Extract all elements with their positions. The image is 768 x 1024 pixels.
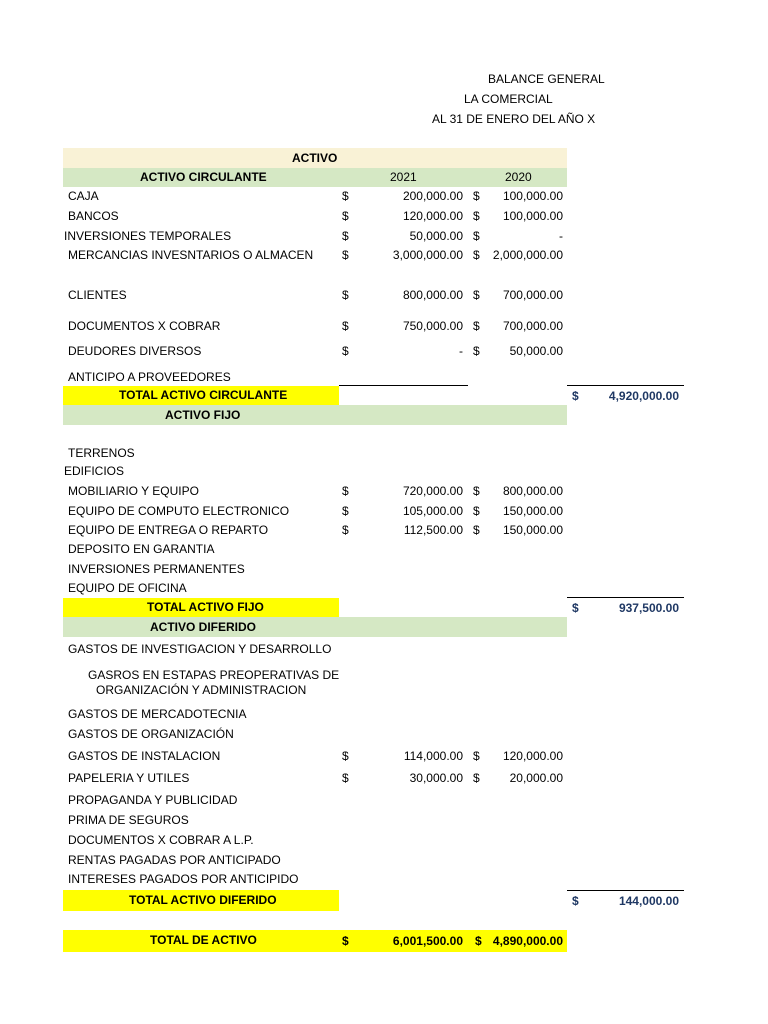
row-label: DOCUMENTOS X COBRAR A L.P.	[68, 833, 254, 847]
value-2021: -	[459, 344, 463, 358]
symbol-2021: $	[342, 248, 349, 262]
fijo-total-label: TOTAL ACTIVO FIJO	[147, 600, 264, 614]
row-label: GASROS EN ESTAPAS PREOPERATIVAS DE	[88, 668, 340, 682]
symbol-2020: $	[473, 344, 480, 358]
grand-total-symbol-2020: $	[475, 934, 482, 948]
circulante-row	[0, 189, 768, 205]
row-label: CAJA	[68, 189, 99, 203]
fijo-row	[0, 446, 768, 462]
value-2020: 50,000.00	[509, 344, 563, 358]
fijo-total-band	[63, 598, 339, 617]
symbol-2020: $	[473, 189, 480, 203]
symbol-2021: $	[342, 749, 349, 763]
symbol-2020: $	[473, 523, 480, 537]
circulante-row	[0, 248, 768, 264]
value-2021: 3,000,000.00	[392, 248, 463, 262]
row-label: EQUIPO DE ENTREGA O REPARTO	[68, 523, 269, 537]
column-2020: 2020	[505, 170, 532, 184]
circulante-header-band	[63, 168, 567, 187]
diferido-row	[0, 833, 768, 849]
symbol-2021: $	[342, 189, 349, 203]
symbol-2020: $	[473, 319, 480, 333]
symbol-2021: $	[342, 344, 349, 358]
circulante-row	[0, 319, 768, 335]
diferido-row	[0, 642, 768, 658]
value-2020: 700,000.00	[502, 319, 563, 333]
diferido-row	[0, 749, 768, 765]
value-2020: 150,000.00	[502, 523, 563, 537]
diferido-total-symbol: $	[572, 894, 579, 908]
value-2021: 120,000.00	[402, 209, 463, 223]
row-label: GASTOS DE ORGANIZACIÓN	[68, 727, 234, 741]
diferido-total-band	[63, 890, 339, 911]
row-label: GASTOS DE INVESTIGACION Y DESARROLLO	[68, 642, 332, 656]
diferido-row	[0, 813, 768, 829]
value-2021: 720,000.00	[402, 484, 463, 498]
row-label: MERCANCIAS INVESNTARIOS O ALMACEN	[68, 248, 314, 262]
row-label: GASTOS DE MERCADOTECNIA	[68, 707, 247, 721]
symbol-2020: $	[473, 484, 480, 498]
value-2020: -	[559, 229, 563, 243]
diferido-row	[0, 853, 768, 869]
symbol-2021: $	[342, 504, 349, 518]
row-label: CLIENTES	[68, 288, 127, 302]
value-2020: 100,000.00	[502, 209, 563, 223]
circulante-total-rule	[567, 385, 684, 386]
row-label: TERRENOS	[68, 446, 135, 460]
row-label: BANCOS	[68, 209, 119, 223]
diferido-row	[0, 793, 768, 809]
circulante-row	[0, 370, 768, 386]
symbol-2020: $	[473, 248, 480, 262]
fijo-row	[0, 523, 768, 539]
symbol-2020: $	[473, 504, 480, 518]
fijo-header-band	[63, 405, 567, 425]
symbol-2020: $	[473, 288, 480, 302]
grand-total-symbol-2021: $	[342, 934, 349, 948]
row-label: INVERSIONES PERMANENTES	[68, 562, 245, 576]
row-label: GASTOS DE INSTALACION	[68, 749, 221, 763]
value-2021: 30,000.00	[409, 771, 463, 785]
circulante-row	[0, 344, 768, 360]
row-label: ORGANIZACIÓN Y ADMINISTRACION	[96, 683, 307, 697]
value-2020: 100,000.00	[502, 189, 563, 203]
row-label: ANTICIPO A PROVEEDORES	[68, 370, 231, 384]
fijo-row	[0, 562, 768, 578]
diferido-row	[0, 683, 768, 699]
value-2020: 800,000.00	[502, 484, 563, 498]
value-2020: 150,000.00	[502, 504, 563, 518]
diferido-row	[0, 872, 768, 888]
fijo-row	[0, 504, 768, 520]
fijo-total-rule	[567, 597, 684, 598]
activo-band	[63, 148, 567, 168]
diferido-row	[0, 771, 768, 787]
value-2020: 20,000.00	[509, 771, 563, 785]
circulante-row	[0, 209, 768, 225]
symbol-2021: $	[342, 288, 349, 302]
circulante-heading: ACTIVO CIRCULANTE	[140, 170, 267, 184]
symbol-2021: $	[342, 229, 349, 243]
symbol-2020: $	[473, 229, 480, 243]
grand-total-label: TOTAL DE ACTIVO	[150, 933, 257, 947]
diferido-row	[0, 707, 768, 723]
report-date: AL 31 DE ENERO DEL AÑO X	[432, 112, 596, 126]
diferido-total-label: TOTAL ACTIVO DIFERIDO	[129, 893, 277, 907]
symbol-2020: $	[473, 749, 480, 763]
symbol-2021: $	[342, 484, 349, 498]
value-2020: 2,000,000.00	[492, 248, 563, 262]
row-label: DEUDORES DIVERSOS	[68, 344, 202, 358]
value-2021: 105,000.00	[402, 504, 463, 518]
fijo-total-value: 937,500.00	[618, 601, 679, 615]
row-label: EQUIPO DE COMPUTO ELECTRONICO	[68, 504, 290, 518]
symbol-2021: $	[342, 319, 349, 333]
diferido-row	[0, 668, 768, 684]
fijo-row	[0, 542, 768, 558]
fijo-row	[0, 581, 768, 597]
fijo-total-symbol: $	[572, 601, 579, 615]
diferido-header-band	[63, 617, 567, 637]
fijo-heading: ACTIVO FIJO	[165, 408, 241, 422]
value-2021: 200,000.00	[402, 189, 463, 203]
row-label: PROPAGANDA Y PUBLICIDAD	[68, 793, 238, 807]
value-2021: 114,000.00	[403, 749, 463, 763]
symbol-2020: $	[473, 209, 480, 223]
circulante-row	[0, 229, 768, 245]
fijo-row	[0, 464, 768, 480]
company-name: LA COMERCIAL	[464, 92, 553, 106]
symbol-2021: $	[342, 209, 349, 223]
grand-total-value-2020: 4,890,000.00	[492, 934, 563, 948]
column-2021: 2021	[390, 170, 417, 184]
value-2021: 50,000.00	[409, 229, 463, 243]
diferido-total-value: 144,000.00	[618, 894, 679, 908]
row-label: DEPOSITO EN GARANTIA	[68, 542, 215, 556]
circulante-subtotal-rule	[339, 385, 468, 386]
value-2021: 800,000.00	[402, 288, 463, 302]
value-2021: 112,500.00	[403, 523, 463, 537]
row-label: PAPELERIA Y UTILES	[68, 771, 190, 785]
value-2021: 750,000.00	[402, 319, 463, 333]
report-title: BALANCE GENERAL	[488, 72, 605, 86]
row-label: MOBILIARIO Y EQUIPO	[68, 484, 199, 498]
diferido-total-rule	[567, 890, 684, 891]
row-label: PRIMA DE SEGUROS	[68, 813, 189, 827]
symbol-2021: $	[342, 771, 349, 785]
circulante-total-value: 4,920,000.00	[608, 389, 679, 403]
row-label: EQUIPO DE OFICINA	[68, 581, 187, 595]
grand-total-band	[63, 930, 567, 952]
activo-heading: ACTIVO	[292, 151, 338, 165]
diferido-row	[0, 727, 768, 743]
row-label: INVERSIONES TEMPORALES	[64, 229, 232, 243]
symbol-2021: $	[342, 523, 349, 537]
circulante-total-symbol: $	[572, 389, 579, 403]
row-label: EDIFICIOS	[64, 464, 125, 478]
row-label: RENTAS PAGADAS POR ANTICIPADO	[68, 853, 281, 867]
value-2020: 700,000.00	[502, 288, 563, 302]
circulante-row	[0, 288, 768, 304]
symbol-2020: $	[473, 771, 480, 785]
row-label: INTERESES PAGADOS POR ANTICIPIDO	[68, 872, 299, 886]
value-2020: 120,000.00	[502, 749, 563, 763]
row-label: DOCUMENTOS X COBRAR	[68, 319, 221, 333]
circulante-total-band	[63, 386, 339, 405]
grand-total-value-2021: 6,001,500.00	[392, 934, 463, 948]
diferido-heading: ACTIVO DIFERIDO	[150, 620, 257, 634]
circulante-total-label: TOTAL ACTIVO CIRCULANTE	[119, 388, 288, 402]
fijo-row	[0, 484, 768, 500]
